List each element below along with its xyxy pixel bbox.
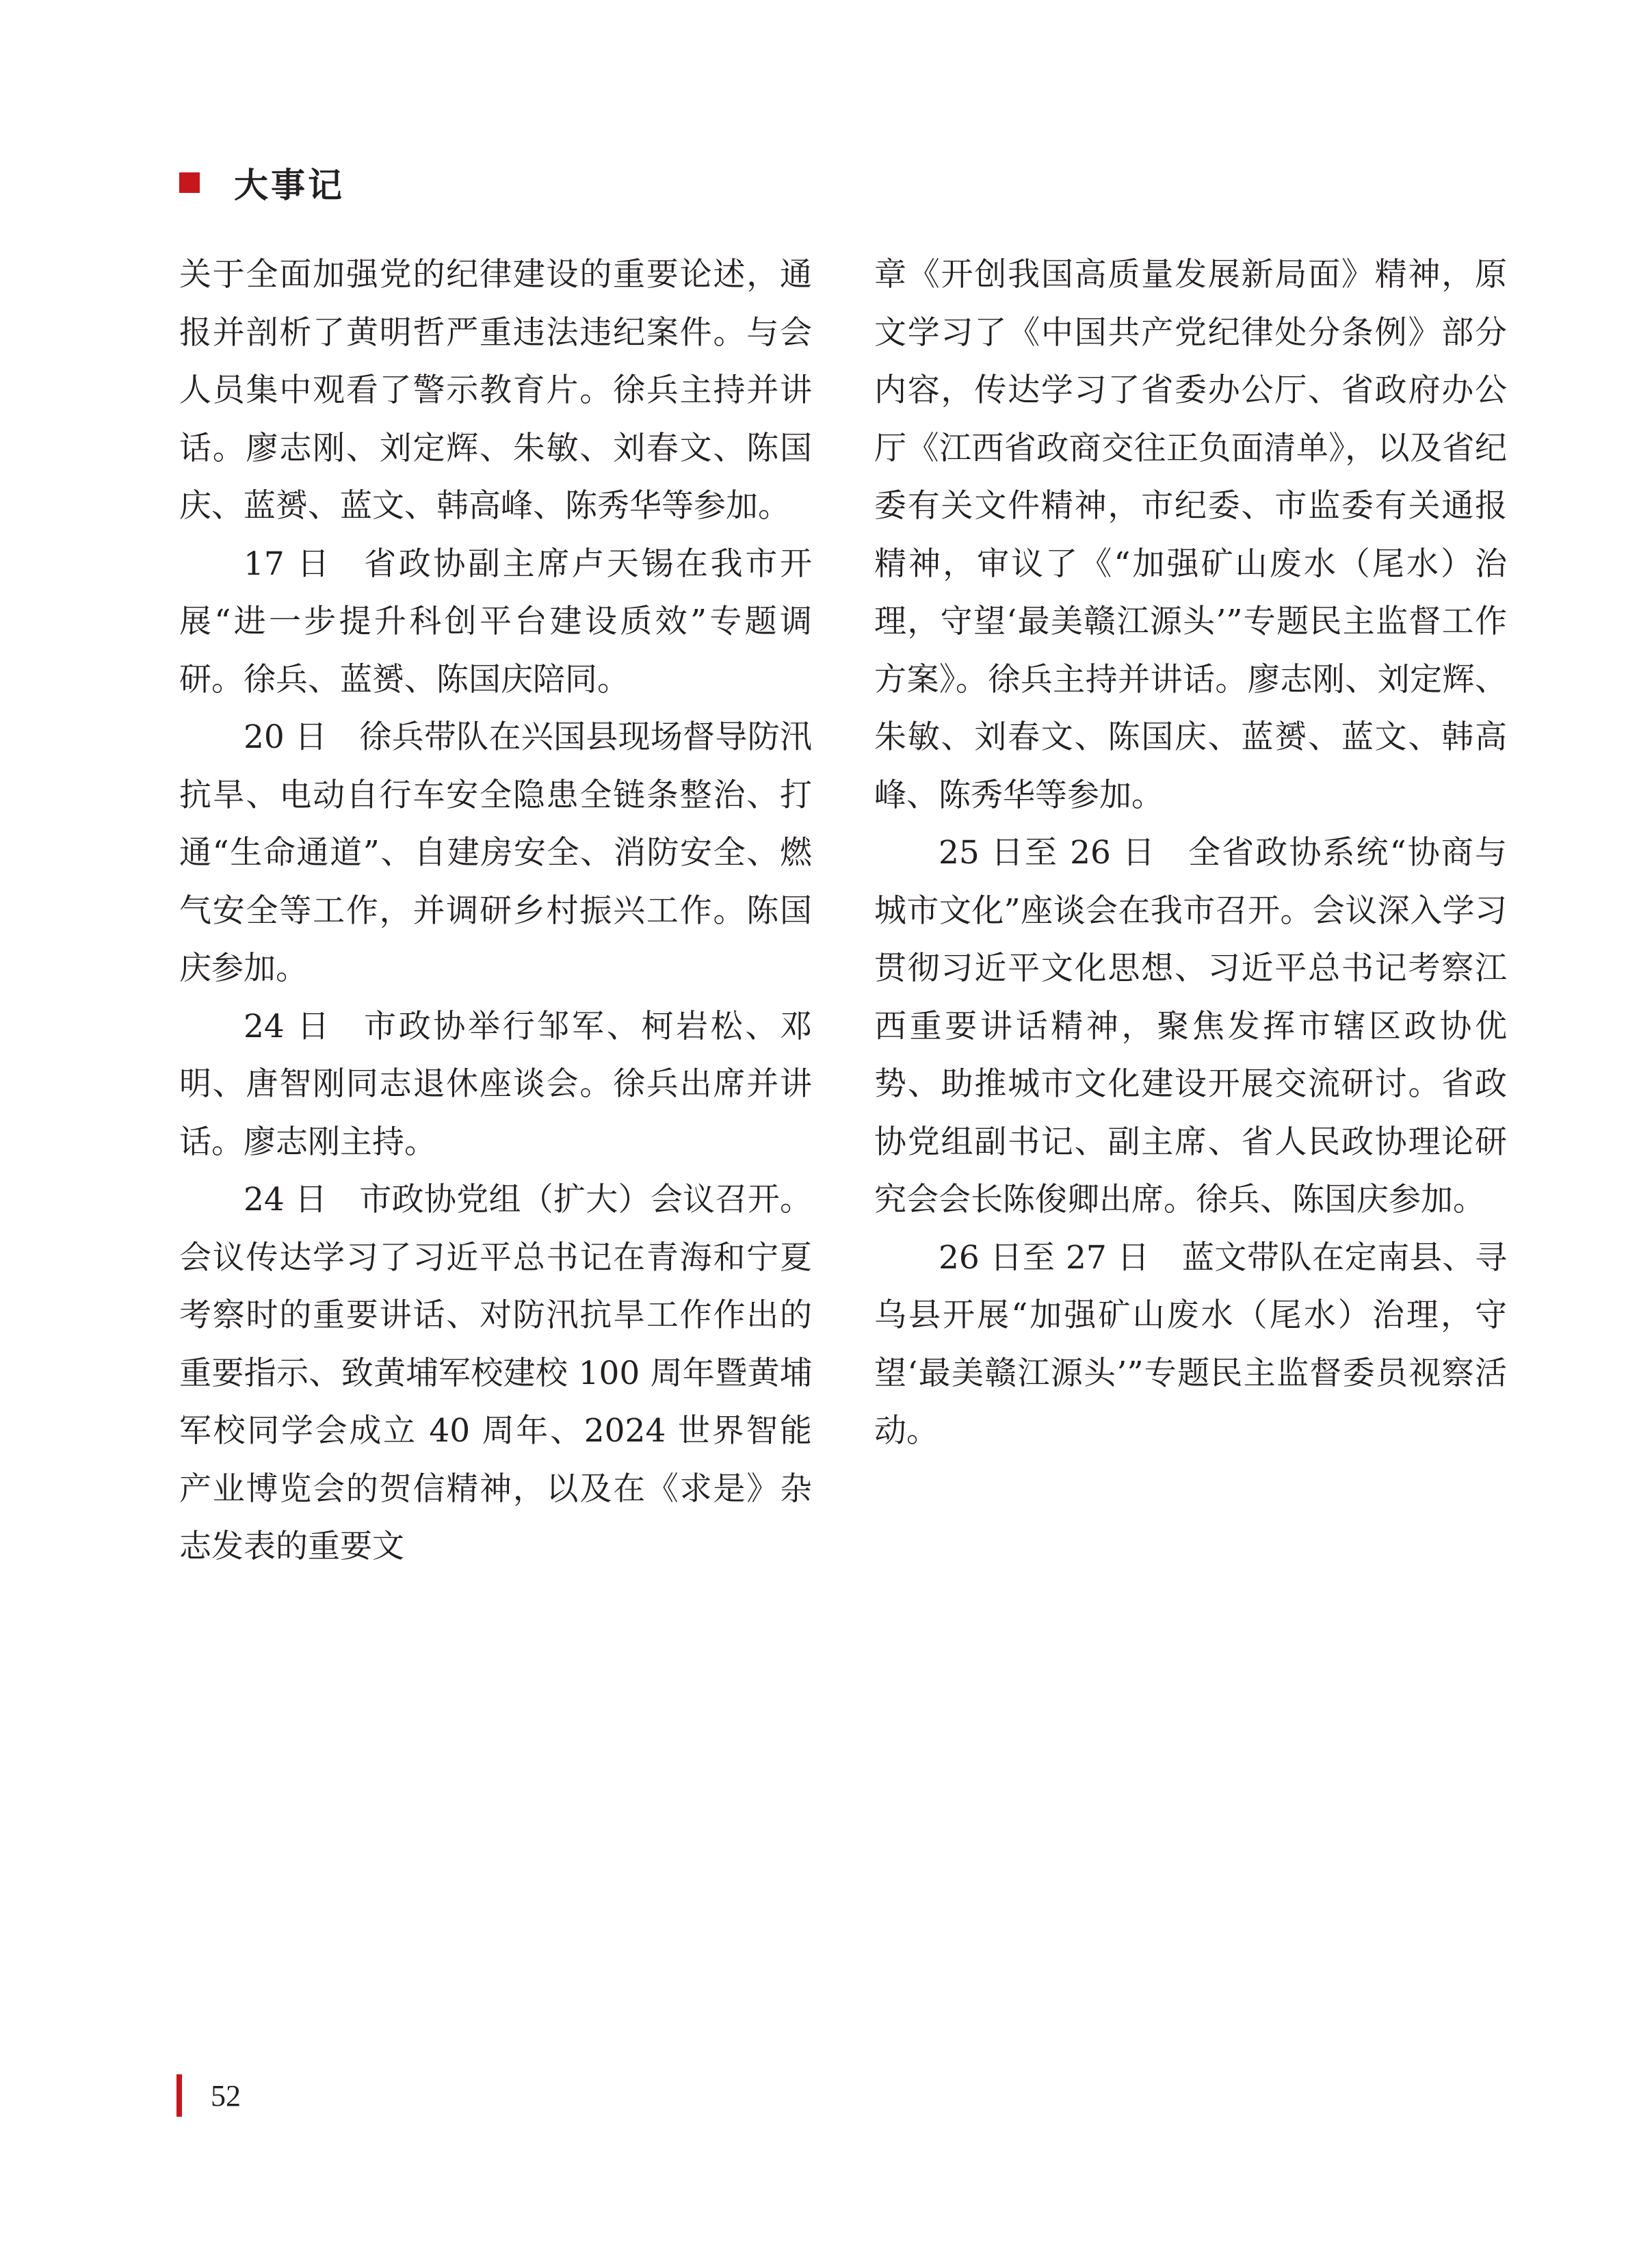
entry-text: 徐兵带队在兴国县现场督导防汛抗旱、电动自行车安全隐患全链条整治、打通“生命通道”、自建房安全、消防安全、燃气安全等工作，并调研乡村振兴工作。陈国庆参加。 — [179, 718, 812, 987]
entry-text: 全省政协系统“协商与城市文化”座谈会在我市召开。会议深入学习贯彻习近平文化思想、习近平总书记考察江西重要讲话精神，聚焦发挥市辖区政协优势、助推城市文化建设开展交流研讨。省政协党组副书记、副主席、省人民政协理论研究会会长陈俊卿出席。徐兵、陈国庆参加。 — [874, 834, 1507, 1218]
entry-date: 24 日 — [244, 1181, 328, 1218]
entry-25-26 — [874, 824, 1507, 1229]
entry-24-party-meeting — [179, 1171, 812, 1576]
entry-date: 24 日 — [244, 1007, 332, 1045]
section-header — [179, 159, 345, 207]
section-title: 大事记 — [234, 166, 345, 205]
entry-26-27 — [874, 1229, 1507, 1461]
entry-24-retirement — [179, 998, 812, 1172]
entry-date: 17 日 — [244, 545, 332, 583]
left-column — [179, 246, 812, 1576]
entry-date: 25 日至 26 日 — [939, 834, 1157, 872]
entry-text: 市政协举行邹军、柯岩松、邓明、唐智刚同志退休座谈会。徐兵出席并讲话。廖志刚主持。 — [179, 1007, 813, 1161]
page-footer — [176, 2074, 241, 2117]
paragraph-continuation: 关于全面加强党的纪律建设的重要论述，通报并剖析了黄明哲严重违法违纪案件。与会人员集中观看了警示教育片。徐兵主持并讲话。廖志刚、刘定辉、朱敏、刘春文、陈国庆、蓝赟、蓝文、韩高峰、陈秀华等参加。 — [179, 256, 812, 525]
red-bar-marker — [176, 2074, 182, 2117]
entry-date: 26 日至 27 日 — [939, 1238, 1150, 1277]
red-square-marker — [179, 172, 200, 193]
entry-text: 蓝文带队在定南县、寻乌县开展“加强矿山废水（尾水）治理，守望‘最美赣江源头’”专题民主监督委员视察活动。 — [874, 1238, 1507, 1450]
entry-text: 市政协党组（扩大）会议召开。会议传达学习了习近平总书记在青海和宁夏考察时的重要讲话、对防汛抗旱工作作出的重要指示、致黄埔军校建校 100 周年暨黄埔军校同学会成立 40 周年、2024 世界智能产业博览会的贺信精神，以及在《求是》杂志发表的重要文 — [179, 1181, 812, 1565]
entry-17 — [179, 536, 812, 709]
entry-20 — [179, 709, 812, 998]
entry-date: 20 日 — [244, 718, 328, 756]
right-column — [874, 246, 1507, 1461]
paragraph-continuation: 章《开创我国高质量发展新局面》精神，原文学习了《中国共产党纪律处分条例》部分内容，传达学习了省委办公厅、省政府办公厅《江西省政商交往正负面清单》，以及省纪委有关文件精神，市纪委、市监委有关通报精神，审议了《“加强矿山废水（尾水）治理，守望‘最美赣江源头’”专题民主监督工作方案》。徐兵主持并讲话。廖志刚、刘定辉、朱敏、刘春文、陈国庆、蓝赟、蓝文、韩高峰、陈秀华等参加。 — [874, 256, 1507, 814]
entry-text: 省政协副主席卢天锡在我市开展“进一步提升科创平台建设质效”专题调研。徐兵、蓝赟、陈国庆陪同。 — [179, 545, 813, 699]
page-number: 52 — [211, 2078, 241, 2113]
